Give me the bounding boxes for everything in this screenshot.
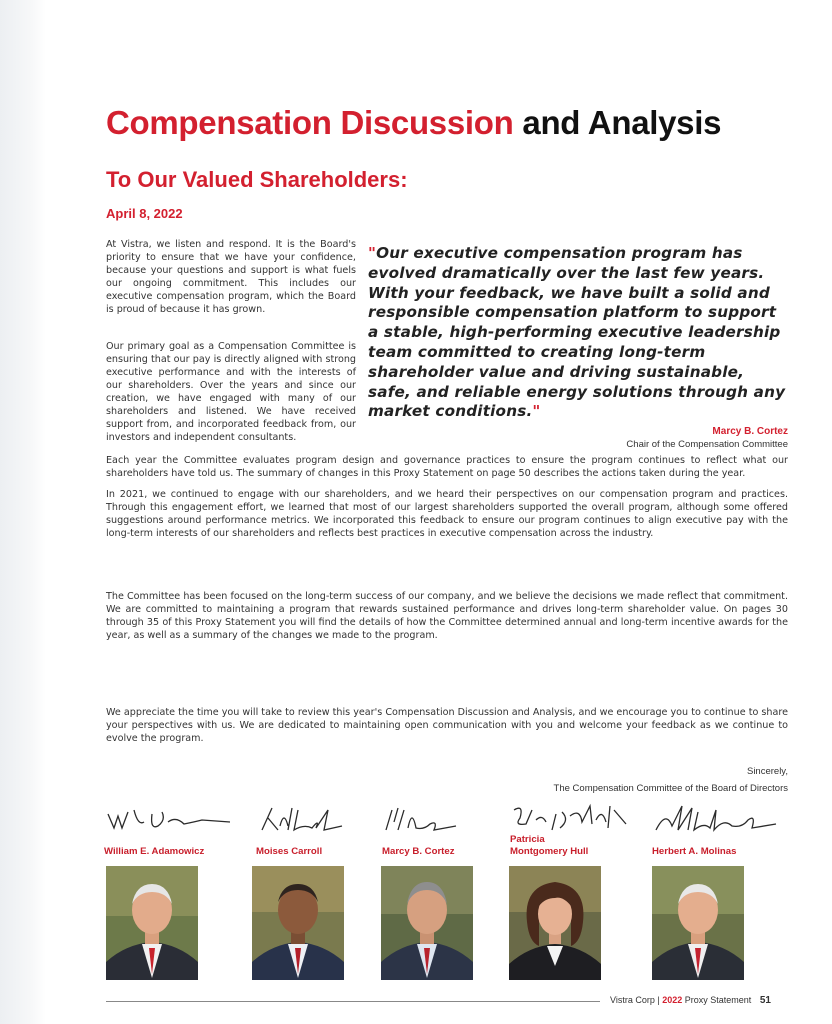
footer-doc: Proxy Statement: [684, 995, 752, 1005]
letter-date: April 8, 2022: [106, 206, 183, 221]
signature-4: [510, 800, 630, 836]
letter-salutation: To Our Valued Shareholders:: [106, 167, 408, 192]
member-photo-3: [381, 866, 473, 980]
member-photo-5: [652, 866, 744, 980]
signatory-group: The Compensation Committee of the Board of Directors: [553, 783, 788, 794]
member-name-4-line2: Montgomery Hull: [510, 846, 589, 857]
footer-year: 2022: [662, 995, 683, 1005]
pull-quote-text: "Our executive compensation program has evolved dramatically over the last few years. With your feedback, we have built a solid and responsible compensation platform to support a stable, high-performing executive leadership team committed to creating long-term shareholder value and driving sustainable, safe, and reliable energy solutions through any market conditions.": [368, 244, 786, 421]
member-name-3: Marcy B. Cortez: [382, 846, 455, 857]
member-name-5: Herbert A. Molinas: [652, 846, 737, 857]
page-number: 51: [759, 995, 771, 1006]
member-name-2: Moises Carroll: [256, 846, 323, 857]
footer-rule: [106, 1001, 600, 1002]
member-photo-1: [106, 866, 198, 980]
pull-quote-role: Chair of the Compensation Committee: [626, 439, 788, 451]
page-title: [106, 104, 721, 142]
body-paragraph-1: Each year the Committee evaluates program design and governance practices to ensure the program continues to reflect what our shareholders have told us. The summary of changes in this Proxy Statement on page 50 describes the actions taken during the year.: [106, 455, 788, 479]
closing: Sincerely,: [746, 766, 788, 777]
page-title-rest: and Analysis: [522, 104, 722, 141]
intro-paragraph-1: At Vistra, we listen and respond. It is the Board's priority to ensure that we have your confidence, because your questions and support is what fuels our ongoing commitment. This includes our executive compensation program, which the Board is proud of because it has grown.: [106, 239, 356, 315]
page-title-highlight: Compensation Discussion: [106, 104, 514, 141]
page-edge-shadow: [0, 0, 46, 1024]
member-photo-2: [252, 866, 344, 980]
signature-2: [258, 800, 348, 836]
signature-5: [652, 800, 782, 836]
body-paragraph-3: The Committee has been focused on the long-term success of our company, and we believe the decisions we made reflect that commitment. We are committed to maintaining a program that rewards sustained performance and drives long-term shareholder value. On pages 30 through 35 of this Proxy Statement you will find the details of how the Committee determined annual and long-term incentive awards for the year, as well as a summary of the changes we made to the program.: [106, 591, 788, 641]
footer-company: Vistra Corp: [610, 995, 655, 1005]
body-paragraph-2: In 2021, we continued to engage with our shareholders, and we heard their perspectives on our compensation program and practices. Through this engagement effort, we learned that most of our largest shareholders supported the overall program, although some offered suggestions around performance metrics. We incorporated this feedback to ensure our program continues to align executive pay with the long-term interests of our shareholders and reflects best practices in executive compensation across the industry.: [106, 489, 788, 539]
signature-1: [104, 800, 234, 836]
pull-quote-author: Marcy B. Cortez: [712, 426, 788, 438]
member-name-1: William E. Adamowicz: [104, 846, 205, 857]
member-name-4-line1: Patricia: [510, 834, 545, 845]
pull-quote: [368, 244, 788, 450]
member-photo-4: [509, 866, 601, 980]
page-footer: Vistra Corp | 2022 Proxy Statement 51: [610, 995, 771, 1006]
body-paragraph-4: We appreciate the time you will take to review this year's Compensation Discussion and Analysis, and we encourage you to continue to share your perspectives with us. We are dedicated to maintaining open communication with you and welcome your feedback as we continue to evolve the program.: [106, 707, 788, 744]
intro-paragraph-2: Our primary goal as a Compensation Committee is ensuring that our pay is directly aligned with strong executive performance and with the interests of our shareholders. Over the years and since our creation, we have engaged with many of our shareholders and listened. We have received support from, and incorporated feedback from, our investors and independent consultants.: [106, 341, 356, 443]
signature-3: [382, 800, 462, 836]
